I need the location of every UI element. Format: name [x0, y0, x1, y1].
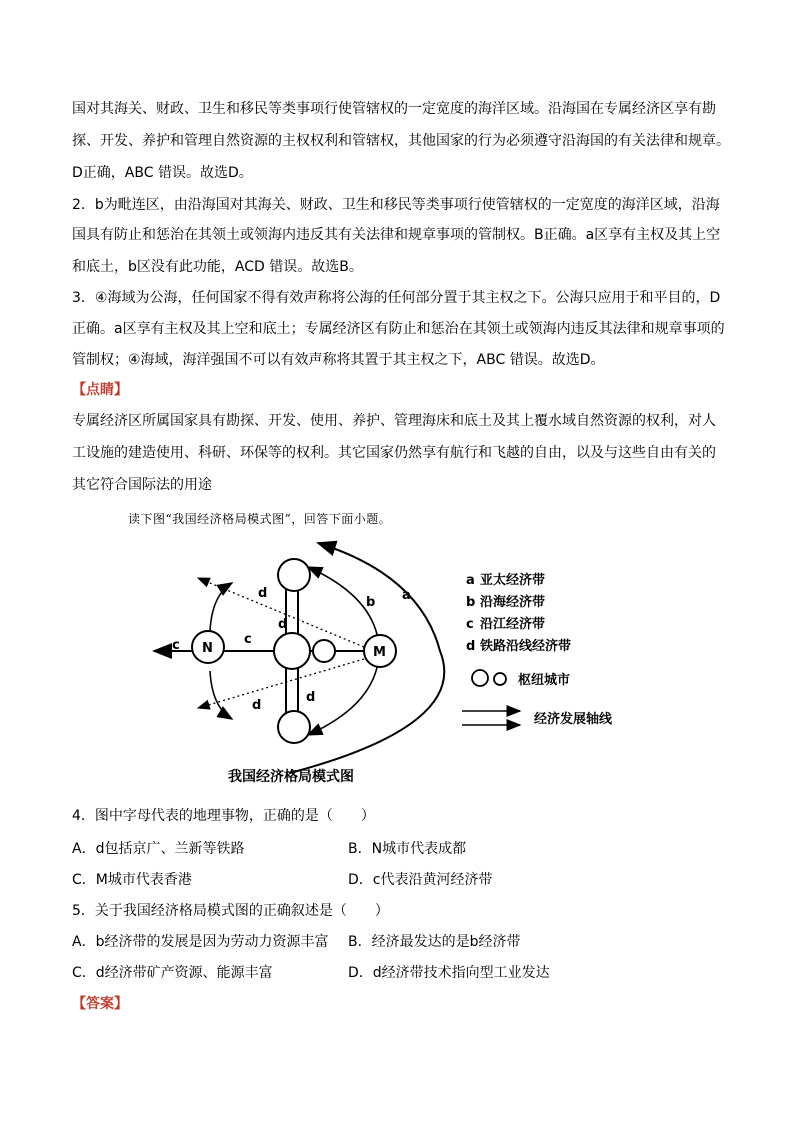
question-4-stem: 4．图中字母代表的地理事物，正确的是（ ）	[72, 808, 375, 824]
q4-option-b: B．N城市代表成都	[348, 841, 467, 857]
explanation-line-1: 国对其海关、财政、卫生和移民等类事项行使管辖权的一定宽度的海洋区域。沿海国在专属经济区享有勘	[72, 101, 716, 117]
dianjing-header: 【点睛】	[72, 382, 128, 398]
q4-option-d: D．c代表沿黄河经济带	[348, 872, 493, 888]
hub-city-north	[278, 559, 310, 591]
legend-text-c: 沿江经济带	[480, 617, 546, 632]
dianjing-line-2: 工设施的建造使用、科研、环保等的权利。其它国家仍然享有航行和飞越的自由，以及与这些自由有关的	[72, 445, 716, 461]
label-a: a	[402, 588, 411, 603]
legend-text-b: 沿海经济带	[480, 595, 546, 610]
legend-key-d: d	[466, 639, 476, 654]
figure-caption: 读下图“我国经济格局模式图”，回答下面小题。	[128, 512, 392, 526]
q5-option-b: B．经济最发达的是b经济带	[348, 934, 521, 950]
label-c-outer: c	[172, 638, 180, 653]
explanation-line-2: 探、开发、养护和管理自然资源的主权权利和管辖权，其他国家的行为必须遵守沿海国的有关法律和规章。	[72, 133, 730, 149]
dianjing-line-3: 其它符合国际法的用途	[72, 477, 212, 493]
q4-option-a: A．d包括京广、兰新等铁路	[72, 841, 245, 857]
label-d-upper-left: d	[258, 586, 268, 601]
answer-header: 【答案】	[72, 996, 128, 1012]
hub-city-south	[278, 711, 310, 743]
label-d-lower-mid: d	[306, 690, 316, 705]
label-b: b	[366, 595, 376, 610]
legend-hub-text: 枢纽城市	[518, 673, 571, 688]
label-d-lower-left: d	[252, 698, 262, 713]
legend	[466, 572, 571, 654]
explanation-line-3: D正确，ABC 错误。故选D。	[72, 165, 253, 181]
question-5-stem: 5．关于我国经济格局模式图的正确叙述是（ ）	[72, 903, 389, 919]
figure-title: 我国经济格局模式图	[228, 769, 354, 785]
explanation-line-9: 管制权；④海域，海洋强国不可以有效声称将其置于其主权之下，ABC 错误。故选D。	[72, 352, 605, 368]
legend-text-d: 铁路沿线经济带	[480, 639, 572, 654]
explanation-line-7: 3．④海域为公海，任何国家不得有效声称将公海的任何部分置于其主权之下。公海只应用于和平目的，D	[72, 290, 721, 306]
label-c-inner: c	[244, 632, 252, 647]
dianjing-line-1: 专属经济区所属国家具有勘探、开发、使用、养护、管理海床和底土及其上覆水域自然资源的权利，对人	[72, 413, 716, 429]
q5-option-c: C．d经济带矿产资源、能源丰富	[72, 965, 273, 981]
q5-option-d: D．d经济带技术指向型工业发达	[348, 965, 550, 981]
legend-hub-big-icon	[472, 670, 488, 686]
b-arc-lower	[308, 663, 378, 735]
label-m: M	[373, 645, 386, 660]
q5-option-a: A．b经济带的发展是因为劳动力资源丰富	[72, 934, 329, 950]
q4-option-c: C．M城市代表香港	[72, 872, 192, 888]
explanation-line-5: 国具有防止和惩治在其领土或领海内违反其有关法律和规章事项的管制权。B正确。a区享有主权及其上空	[72, 227, 721, 243]
economic-pattern-diagram	[140, 535, 660, 795]
explanation-line-8: 正确。a区享有主权及其上空和底土；专属经济区有防止和惩治在其领土或领海内违反其法律和规章事项的	[72, 321, 725, 337]
explanation-line-4: 2．b为毗连区，由沿海国对其海关、财政、卫生和移民等类事项行使管辖权的一定宽度的海洋区域，沿海	[72, 197, 720, 213]
legend-text-a: 亚太经济带	[480, 573, 546, 588]
explanation-line-6: 和底土，b区没有此功能，ACD 错误。故选B。	[72, 259, 363, 275]
legend-key-a: a	[466, 573, 475, 588]
label-d-upper-mid: d	[278, 617, 288, 632]
hub-city-center	[274, 633, 310, 669]
legend-axis-text: 经济发展轴线	[534, 712, 613, 727]
hub-city-small	[313, 640, 335, 662]
legend-hub-small-icon	[494, 673, 506, 685]
legend-key-c: c	[466, 617, 474, 632]
legend-key-b: b	[466, 595, 476, 610]
label-n: N	[202, 641, 213, 656]
n-arc-lower	[210, 671, 232, 719]
